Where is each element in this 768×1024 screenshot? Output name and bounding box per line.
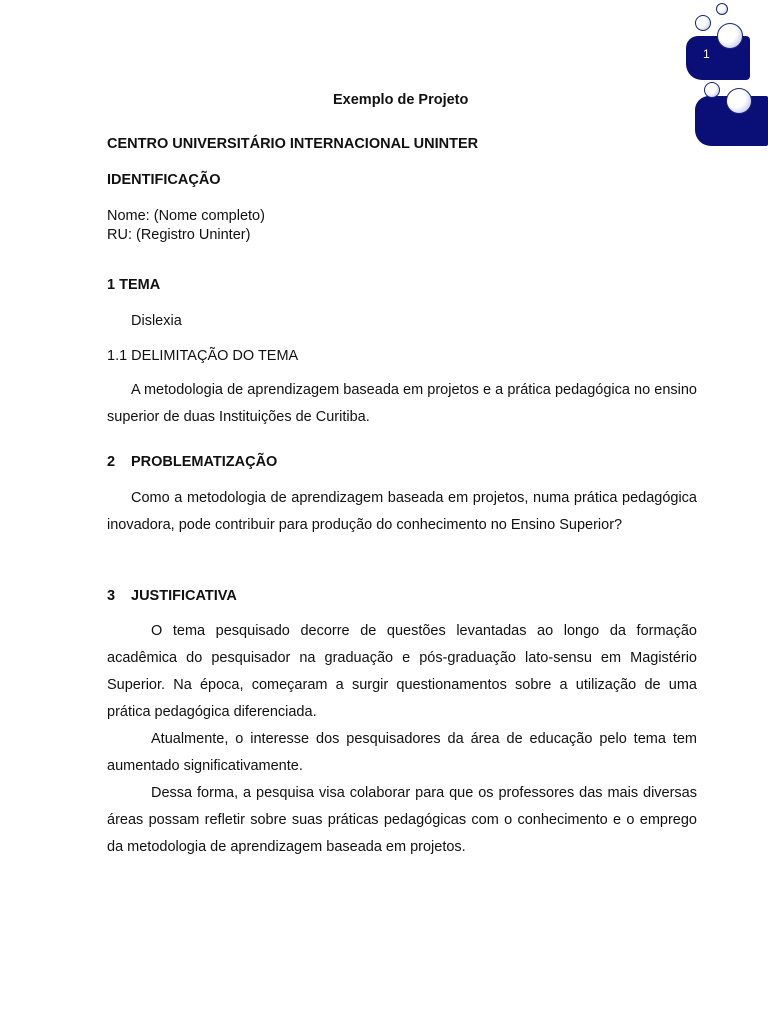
section-2-heading: PROBLEMATIZAÇÃO (131, 454, 278, 470)
section-1-1-text: A metodologia de aprendizagem baseada em projetos e a prática pedagógica no ensino superior de duas Instituições de Curitiba. (107, 382, 697, 425)
bubble-large-top (717, 23, 743, 49)
section-3-paragraph-2: Atualmente, o interesse dos pesquisadores da área de educação pelo tema tem aumentado significativamente. (107, 731, 697, 774)
section-2-number: 2 (107, 454, 116, 470)
section-3-paragraph-3: Dessa forma, a pesquisa visa colaborar para que os professores das mais diversas áreas possam refletir sobre suas práticas pedagógicas com o conhecimento e o emprego da metodologia de aprendizagem baseada em projetos. (107, 785, 697, 855)
bubble-large-bottom (726, 88, 752, 114)
bubble-small-top (716, 3, 728, 15)
bubble-left (695, 15, 711, 31)
section-3-number: 3 (107, 588, 116, 604)
section-3-heading: JUSTIFICATIVA (131, 588, 237, 604)
section-2-text: Como a metodologia de aprendizagem baseada em projetos, numa prática pedagógica inovadora, pode contribuir para produção do conhecimento no Ensino Superior? (107, 490, 697, 533)
bubble-mid-left (704, 82, 720, 98)
page-number: 1 (703, 47, 710, 61)
institution-name: CENTRO UNIVERSITÁRIO INTERNACIONAL UNINTER (107, 136, 479, 152)
header-decoration (680, 0, 768, 150)
name-line: Nome: (Nome completo) (107, 208, 265, 224)
section-1-text: Dislexia (131, 313, 182, 329)
section-3-paragraph-1: O tema pesquisado decorre de questões levantadas ao longo da formação acadêmica do pesquisador na graduação e pós-graduação lato-sensu em Magistério Superior. Na época, começaram a surgir questionamentos sobre a utilização de uma prática pedagógica diferenciada. (107, 623, 697, 720)
section-1-1-heading: 1.1 DELIMITAÇÃO DO TEMA (107, 348, 299, 364)
section-1-heading: 1 TEMA (107, 277, 161, 293)
ru-line: RU: (Registro Uninter) (107, 227, 251, 243)
identification-heading: IDENTIFICAÇÃO (107, 172, 221, 188)
document-title: Exemplo de Projeto (333, 92, 469, 108)
